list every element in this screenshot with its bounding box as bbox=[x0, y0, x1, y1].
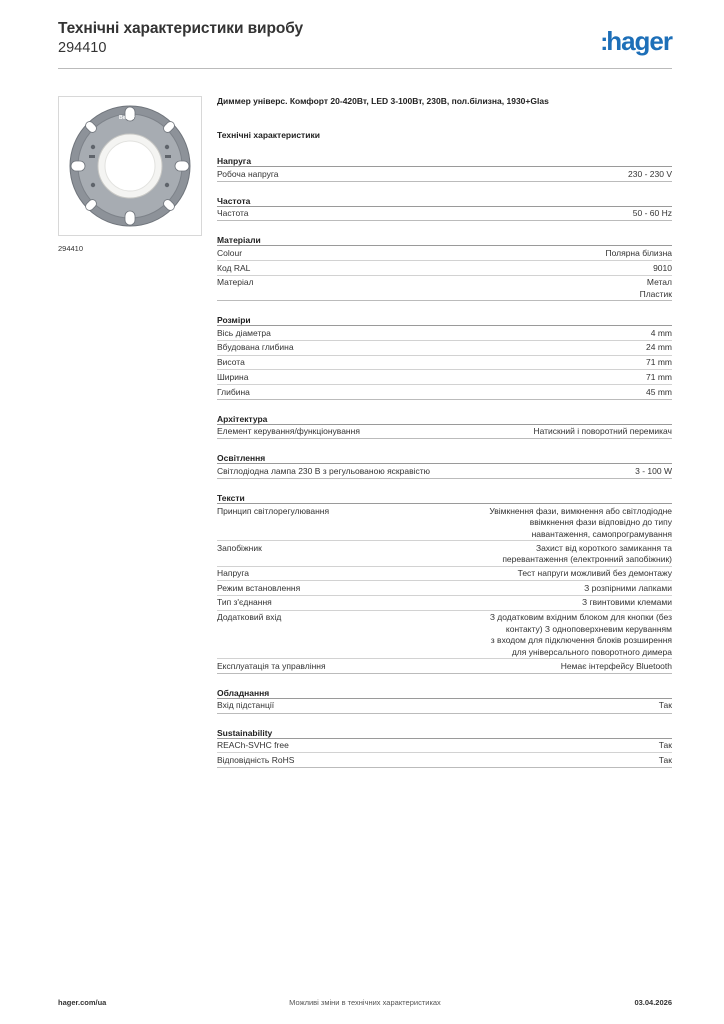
spec-label: Матеріал bbox=[217, 277, 254, 288]
spec-value: 9010 bbox=[653, 262, 672, 273]
spec-value: Немає інтерфейсу Bluetooth bbox=[560, 660, 672, 671]
spec-value: 71 mm bbox=[646, 371, 672, 382]
spec-row bbox=[217, 385, 672, 400]
header-divider bbox=[58, 68, 672, 69]
spec-label: Додатковий вхід bbox=[217, 612, 282, 623]
spec-value: 50 - 60 Hz bbox=[632, 208, 672, 219]
spec-section bbox=[217, 414, 672, 440]
spec-section bbox=[217, 453, 672, 479]
spec-section bbox=[217, 315, 672, 399]
spec-value: Так bbox=[658, 700, 672, 711]
spec-label: Вхід підстанції bbox=[217, 700, 275, 711]
footer-date: 03.04.2026 bbox=[634, 998, 672, 1007]
spec-label: Напруга bbox=[217, 568, 249, 579]
section-title: Розміри bbox=[217, 315, 672, 326]
spec-label: Вісь діаметра bbox=[217, 327, 271, 338]
spec-section bbox=[217, 688, 672, 714]
spec-row bbox=[217, 341, 672, 356]
spec-label: REACh-SVHC free bbox=[217, 740, 289, 750]
spec-value: Полярна білизна bbox=[605, 247, 672, 258]
spec-row bbox=[217, 541, 672, 567]
spec-value: 24 mm bbox=[646, 342, 672, 353]
image-caption: 294410 bbox=[58, 244, 84, 253]
spec-value: 45 mm bbox=[646, 386, 672, 397]
spec-value: З гвинтовими клемами bbox=[582, 597, 672, 608]
spec-value: Метал Пластик bbox=[639, 277, 672, 299]
page-footer bbox=[58, 998, 672, 1008]
spec-value: З додатковим вхідним блоком для кнопки (без контакту) З одноповерхневим керуванням з входом для підключення блоків розширення для універсального поворотного димера bbox=[489, 612, 672, 657]
section-title: Освітлення bbox=[217, 453, 672, 464]
spec-row bbox=[217, 167, 672, 182]
spec-row bbox=[217, 596, 672, 611]
spec-value: 230 - 230 V bbox=[628, 168, 672, 179]
spec-label: Colour bbox=[217, 247, 243, 258]
spec-row bbox=[217, 356, 672, 371]
section-title: Тексти bbox=[217, 493, 672, 504]
hager-logo: :hager bbox=[600, 26, 672, 56]
spec-value: Увімкнення фази, вимкнення або світлодіодне ввімкнення фази відповідно до типу навантаження, самопрограмування bbox=[489, 505, 672, 539]
spec-value: Так bbox=[658, 740, 672, 750]
spec-row bbox=[217, 504, 672, 541]
spec-row bbox=[217, 326, 672, 341]
spec-row bbox=[217, 425, 672, 440]
spec-content bbox=[217, 96, 672, 768]
spec-label: Відповідність RoHS bbox=[217, 754, 295, 765]
spec-label: Частота bbox=[217, 208, 249, 219]
logo-text: hager bbox=[606, 26, 672, 56]
section-title: Частота bbox=[217, 196, 672, 207]
spec-row bbox=[217, 739, 672, 754]
spec-value: 4 mm bbox=[650, 327, 672, 338]
spec-sections bbox=[217, 156, 672, 768]
dimmer-insert-illustration bbox=[59, 97, 201, 235]
spec-row bbox=[217, 659, 672, 674]
spec-value: Так bbox=[658, 754, 672, 765]
page-title: Технічні характеристики виробу bbox=[58, 20, 303, 37]
spec-row bbox=[217, 261, 672, 276]
spec-section bbox=[217, 196, 672, 222]
spec-label: Світлодіодна лампа 230 В з регульованою яскравістю bbox=[217, 465, 431, 476]
section-title: Матеріали bbox=[217, 235, 672, 246]
section-title: Sustainability bbox=[217, 728, 672, 739]
footer-note: Можливі зміни в технічних характеристиках bbox=[289, 998, 441, 1007]
spec-row bbox=[217, 207, 672, 222]
spec-label: Принцип світлорегулювання bbox=[217, 505, 330, 516]
product-image bbox=[58, 96, 202, 236]
spec-label: Режим встановлення bbox=[217, 582, 301, 593]
spec-row bbox=[217, 581, 672, 596]
spec-row bbox=[217, 370, 672, 385]
section-title: Обладнання bbox=[217, 688, 672, 699]
spec-row bbox=[217, 567, 672, 582]
spec-row bbox=[217, 753, 672, 768]
spec-value: Тест напруги можливий без демонтажу bbox=[517, 568, 672, 579]
spec-section bbox=[217, 728, 672, 768]
spec-row bbox=[217, 246, 672, 261]
spec-section bbox=[217, 235, 672, 301]
spec-label: Код RAL bbox=[217, 262, 251, 273]
page-header bbox=[58, 20, 672, 70]
spec-label: Ширина bbox=[217, 371, 249, 382]
spec-label: Запобіжник bbox=[217, 542, 262, 553]
spec-label: Елемент керування/функціонування bbox=[217, 426, 360, 437]
section-title: Напруга bbox=[217, 156, 672, 167]
product-code: 294410 bbox=[58, 40, 107, 56]
spec-row bbox=[217, 699, 672, 714]
footer-url[interactable]: hager.com/ua bbox=[58, 998, 107, 1007]
spec-row bbox=[217, 276, 672, 302]
svg-text:Berker: Berker bbox=[119, 115, 135, 121]
spec-label: Робоча напруга bbox=[217, 168, 279, 179]
spec-value: Натискний і поворотний перемикач bbox=[533, 426, 672, 437]
spec-value: 3 - 100 W bbox=[635, 465, 672, 476]
spec-label: Тип з'єднання bbox=[217, 597, 272, 608]
spec-value: З розпірними лапками bbox=[584, 582, 672, 593]
spec-section bbox=[217, 156, 672, 182]
spec-label: Висота bbox=[217, 357, 245, 368]
spec-label: Експлуатація та управління bbox=[217, 660, 326, 671]
spec-value: Захист від короткого замикання та перевантаження (електронний запобіжник) bbox=[502, 542, 672, 565]
spec-value: 71 mm bbox=[646, 357, 672, 368]
spec-row bbox=[217, 464, 672, 479]
section-title: Архітектура bbox=[217, 414, 672, 425]
spec-heading: Технічні характеристики bbox=[217, 130, 320, 140]
spec-label: Вбудована глибина bbox=[217, 342, 294, 353]
product-description: Диммер універс. Комфорт 20-420Вт, LED 3-100Вт, 230В, пол.білизна, 1930+Glas bbox=[217, 96, 549, 106]
spec-row bbox=[217, 611, 672, 660]
spec-label: Глибина bbox=[217, 386, 250, 397]
spec-section bbox=[217, 493, 672, 674]
